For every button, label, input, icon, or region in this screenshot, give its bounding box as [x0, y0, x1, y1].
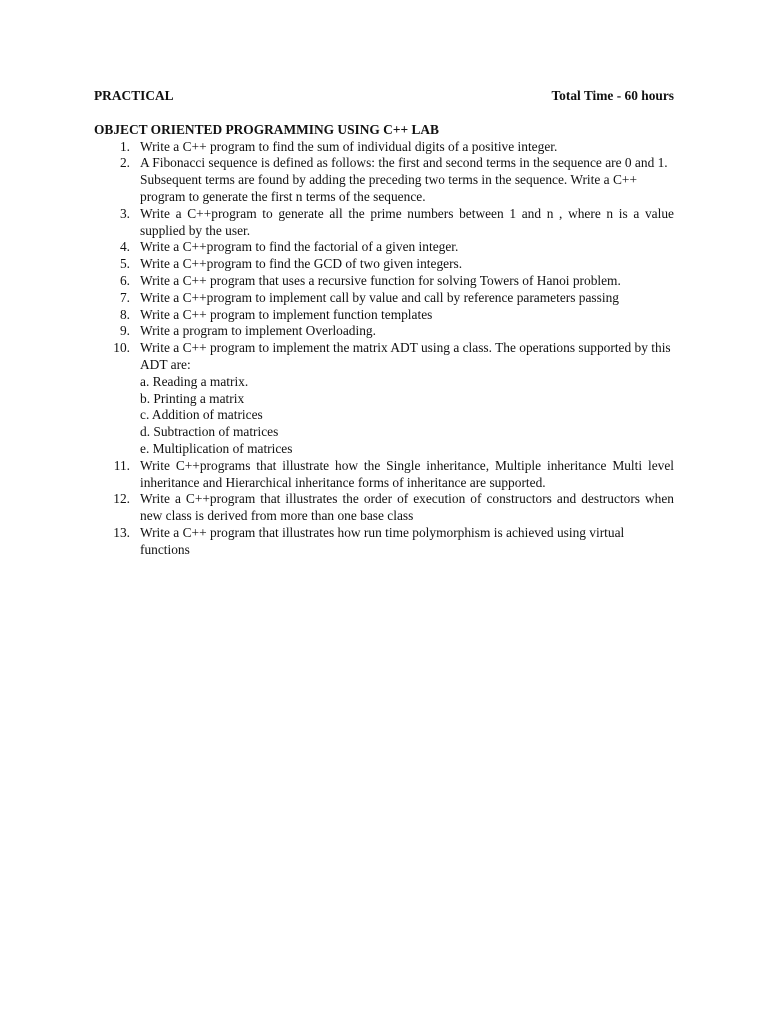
item-text: Write a C++ program that illustrates how run time polymorphism is achieved using virtual functions: [140, 524, 625, 557]
list-item: [94, 307, 674, 324]
list-item: [94, 256, 674, 273]
item-number: 2.: [119, 155, 130, 171]
header-row: [94, 88, 674, 105]
item-number: 6.: [119, 272, 130, 288]
item-text: Write a program to implement Overloading.: [140, 323, 376, 339]
sub-list-item: c. Addition of matrices: [140, 407, 263, 423]
sub-list-item: e. Multiplication of matrices: [140, 440, 293, 456]
item-text: Write a C++program to find the GCD of two given integers.: [140, 256, 463, 272]
sub-list-item: b. Printing a matrix: [140, 390, 245, 406]
section-title: OBJECT ORIENTED PROGRAMMING USING C++ LAB: [94, 121, 439, 137]
practical-heading: PRACTICAL: [94, 88, 174, 103]
list-item: [94, 239, 674, 256]
item-text: Write a C++program to implement call by value and call by reference parameters passing: [140, 289, 619, 305]
list-item: [94, 458, 674, 492]
item-text: Write a C++ program to implement the matrix ADT using a class. The operations supported by this ADT are:: [140, 340, 671, 372]
list-item: [94, 525, 674, 559]
list-item: [94, 273, 674, 290]
list-item: [94, 340, 674, 458]
total-time-heading: Total Time - 60 hours: [551, 88, 674, 103]
item-number: 3.: [119, 205, 130, 221]
item-number: 12.: [113, 491, 130, 507]
item-text: Write a C++ program that uses a recursive function for solving Towers of Hanoi problem.: [140, 272, 621, 288]
item-number: 1.: [119, 138, 130, 154]
matrix-operations-list: [140, 374, 674, 458]
task-list: [94, 139, 674, 559]
document-page: [94, 88, 674, 559]
item-number: 4.: [119, 239, 130, 255]
item-number: 5.: [119, 256, 130, 272]
list-item: [94, 323, 674, 340]
list-item: [94, 290, 674, 307]
item-number: 7.: [119, 289, 130, 305]
list-item: [94, 491, 674, 525]
list-item: [94, 139, 674, 156]
item-number: 8.: [119, 306, 130, 322]
item-number: 13.: [113, 524, 130, 540]
list-item: [94, 155, 674, 205]
item-text: Write C++programs that illustrate how the Single inheritance, Multiple inheritance Multi level inheritance and Hierarchical inheritance forms of inheritance are supported.: [140, 457, 674, 490]
item-text: Write a C++program that illustrates the order of execution of constructors and destructors when new class is derived from more than one base class: [140, 491, 674, 524]
item-text: Write a C++program to find the factorial of a given integer.: [140, 239, 459, 255]
list-item: [94, 206, 674, 240]
sub-list-item: a. Reading a matrix.: [140, 373, 249, 389]
item-text: A Fibonacci sequence is defined as follows: the first and second terms in the sequence are 0 and 1. Subsequent terms are found by adding the preceding two terms in the sequence. Write a C++ program to generate the first n terms of the sequence.: [140, 155, 668, 204]
item-text: Write a C++program to generate all the prime numbers between 1 and n , where n is a value supplied by the user.: [140, 205, 674, 238]
item-text: Write a C++ program to implement function templates: [140, 306, 433, 322]
item-text: Write a C++ program to find the sum of individual digits of a positive integer.: [140, 138, 558, 154]
item-number: 10.: [113, 340, 130, 356]
sub-list-item: d. Subtraction of matrices: [140, 424, 279, 440]
item-number: 11.: [113, 457, 130, 473]
item-number: 9.: [119, 323, 130, 339]
